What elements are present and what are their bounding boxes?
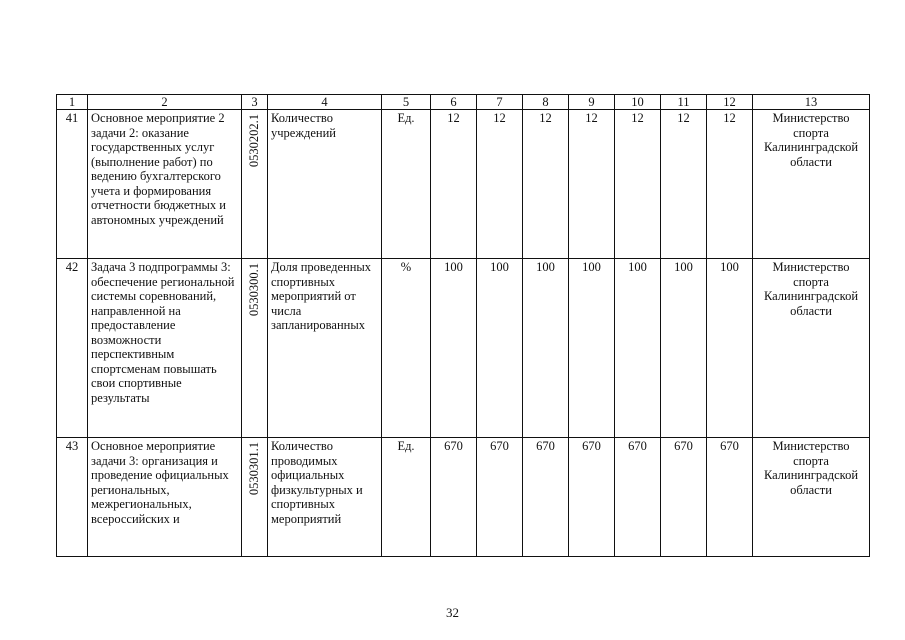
unit: Ед. [382, 110, 431, 259]
indicator-name: Количество учреждений [268, 110, 382, 259]
budget-code: 0530301.1 [247, 442, 262, 496]
table-row [57, 110, 870, 259]
header-cell: 1 [57, 95, 88, 110]
unit: % [382, 259, 431, 438]
responsible-executor: Министерство спорта Калининградской области [753, 438, 870, 557]
value-cell: 12 [661, 110, 707, 259]
value-cell: 100 [707, 259, 753, 438]
row-number: 41 [57, 110, 88, 259]
header-cell: 13 [753, 95, 870, 110]
header-cell: 12 [707, 95, 753, 110]
table-row [57, 438, 870, 557]
header-cell: 8 [523, 95, 569, 110]
value-cell: 100 [661, 259, 707, 438]
page-number: 32 [446, 605, 459, 620]
unit: Ед. [382, 438, 431, 557]
value-cell: 12 [477, 110, 523, 259]
measure-name-text: Основное мероприятие задачи 3: организация и проведение официальных региональных, межрегиональных, всероссийских и [91, 439, 229, 526]
header-cell: 11 [661, 95, 707, 110]
value-cell: 12 [431, 110, 477, 259]
indicator-name: Доля проведенных спортивных мероприятий от числа запланированных [268, 259, 382, 438]
value-cell: 100 [615, 259, 661, 438]
budget-code-cell [242, 438, 268, 557]
value-cell: 100 [477, 259, 523, 438]
indicator-name: Количество проводимых официальных физкультурных и спортивных мероприятий [268, 438, 382, 557]
table-row [57, 259, 870, 438]
value-cell: 12 [707, 110, 753, 259]
value-cell: 670 [523, 438, 569, 557]
header-cell: 2 [88, 95, 242, 110]
measure-name-text: Задача 3 подпрограммы 3: обеспечение региональной системы соревнований, направленной на предоставление возможности перспективным спортсменам повышать свои спортивные результаты [91, 260, 235, 405]
budget-code-cell [242, 110, 268, 259]
value-cell: 670 [615, 438, 661, 557]
header-cell: 7 [477, 95, 523, 110]
measure-name-text: Основное мероприятие 2 задачи 2: оказание государственных услуг (выполнение работ) по ведению бухгалтерского учета и формирования отчетности бюджетных и автономных учреждений [91, 111, 226, 227]
measure-name [88, 438, 242, 557]
header-cell: 5 [382, 95, 431, 110]
header-row [57, 95, 870, 110]
header-cell: 6 [431, 95, 477, 110]
measure-name [88, 110, 242, 259]
responsible-executor: Министерство спорта Калининградской области [753, 110, 870, 259]
responsible-executor: Министерство спорта Калининградской области [753, 259, 870, 438]
row-number: 43 [57, 438, 88, 557]
budget-code-cell [242, 259, 268, 438]
header-cell: 10 [615, 95, 661, 110]
value-cell: 670 [431, 438, 477, 557]
value-cell: 12 [523, 110, 569, 259]
value-cell: 670 [569, 438, 615, 557]
value-cell: 670 [477, 438, 523, 557]
value-cell: 100 [431, 259, 477, 438]
value-cell: 12 [569, 110, 615, 259]
value-cell: 670 [661, 438, 707, 557]
value-cell: 12 [615, 110, 661, 259]
header-cell: 9 [569, 95, 615, 110]
header-cell: 3 [242, 95, 268, 110]
value-cell: 100 [569, 259, 615, 438]
measure-name [88, 259, 242, 438]
budget-code: 0530300.1 [247, 263, 262, 317]
header-cell: 4 [268, 95, 382, 110]
indicators-table [56, 94, 870, 557]
row-number: 42 [57, 259, 88, 438]
value-cell: 100 [523, 259, 569, 438]
budget-code: 0530202.1 [247, 114, 262, 168]
value-cell: 670 [707, 438, 753, 557]
